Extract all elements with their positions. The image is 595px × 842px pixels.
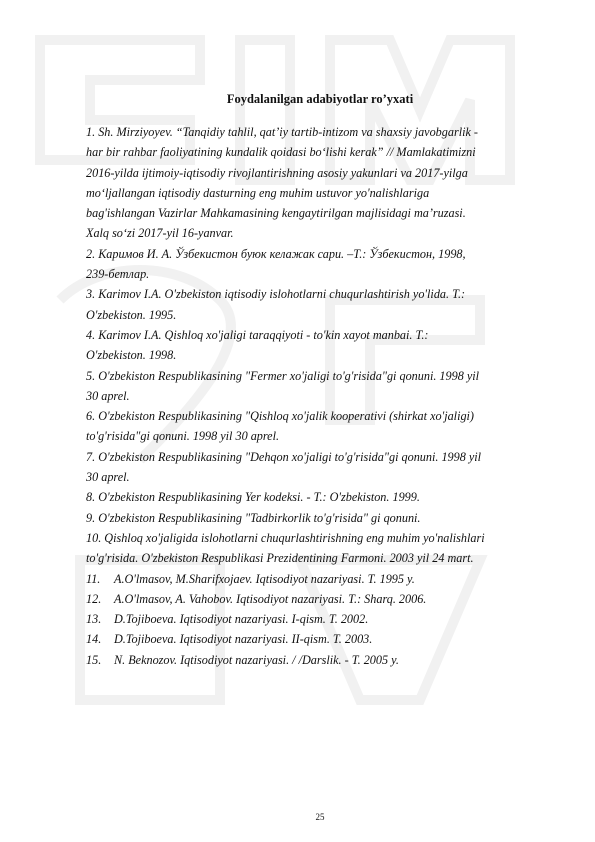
reference-line: 30 aprel. <box>86 470 130 485</box>
reference-line: 30 aprel. <box>86 388 130 403</box>
reference-line: 5. O'zbekiston Respublikasining "Fermer xo'jaligi to'g'risida"gi qonuni. 1998 yil <box>86 368 480 383</box>
reference-item <box>86 569 556 589</box>
reference-item <box>86 650 556 670</box>
reference-line: har bir rahbar faoliyatining kundalik qoidasi bo‘lishi kerak” // Mamlakatimizni <box>86 145 476 160</box>
reference-line: mo‘ljallangan iqtisodiy dasturning eng muhim ustuvor yo'nalishlariga <box>86 185 430 200</box>
reference-line: 9. O'zbekiston Respublikasining "Tadbirkorlik to'g'risida" gi qonuni. <box>86 510 421 525</box>
reference-line: 1. Sh. Mirziyoyev. “Tanqidiy tahlil, qat’iy tartib-intizom va shaxsiy javobgarlik - <box>86 125 478 139</box>
reference-number: 12. <box>86 591 102 606</box>
references-list <box>86 122 556 670</box>
reference-line: 2016-yilda ijtimoiy-iqtisodiy rivojlantirishning asosiy yakunlari va 2017-yilga <box>86 165 468 180</box>
reference-line: to'g'risida. O'zbekiston Respublikasi Prezidentining Farmoni. 2003 yil 24 mart. <box>86 551 474 566</box>
reference-number: 14. <box>86 632 102 647</box>
reference-number: 11. <box>86 571 101 586</box>
reference-line: bag'ishlangan Vazirlar Mahkamasining kengaytirilgan majlisidagi ma’ruzasi. <box>86 206 466 221</box>
reference-item <box>86 589 556 609</box>
reference-line: 239-бетлар. <box>86 267 150 282</box>
reference-line: to'g'risida"gi qonuni. 1998 yil 30 aprel. <box>86 429 280 444</box>
reference-number: 15. <box>86 652 102 667</box>
reference-line: 6. O'zbekiston Respublikasining "Qishloq xo'jalik kooperativi (shirkat xo'jaligi) <box>86 409 474 424</box>
reference-line: O'zbekiston. 1995. <box>86 307 177 322</box>
reference-line: 2. Каримов И. А. Ўзбекистон буюк келажак сари. –Т.: Ўзбекистон, 1998, <box>86 246 466 261</box>
reference-text: D.Tojiboeva. Iqtisodiyot nazariyasi. II-qism. T. 2003. <box>114 632 373 647</box>
reference-line: 8. O'zbekiston Respublikasining Yer kodeksi. - T.: O'zbekiston. 1999. <box>86 490 420 505</box>
reference-line: 10. Qishloq xo'jaligida islohotlarni chuqurlashtirishning eng muhim yo'nalishlari <box>86 530 485 545</box>
reference-line: 7. O'zbekiston Respublikasining "Dehqon xo'jaligi to'g'risida"gi qonuni. 1998 yil <box>86 449 482 464</box>
reference-text: N. Beknozov. Iqtisodiyot nazariyasi. / /Darslik. - T. 2005 y. <box>114 652 399 667</box>
reference-number: 13. <box>86 612 102 627</box>
reference-text: D.Tojiboeva. Iqtisodiyot nazariyasi. I-qism. T. 2002. <box>114 612 369 627</box>
reference-line: O'zbekiston. 1998. <box>86 348 177 363</box>
reference-line: Xalq so‘zi 2017-yil 16-yanvar. <box>86 226 234 241</box>
reference-line: 4. Karimov I.A. Qishloq xo'jaligi taraqqiyoti - to'kin xayot manbai. T.: <box>86 327 429 342</box>
reference-item <box>86 629 556 649</box>
reference-line: 3. Karimov I.A. O'zbekiston iqtisodiy islohotlarni chuqurlashtirish yo'lida. T.: <box>86 287 466 302</box>
reference-text: A.O'lmasov, M.Sharifxojaev. Iqtisodiyot nazariyasi. T. 1995 y. <box>114 571 415 586</box>
page-title: Foydalanilgan adabiyotlar ro’yxati <box>226 92 414 106</box>
reference-text: A.O'lmasov, A. Vahobov. Iqtisodiyot nazariyasi. T.: Sharq. 2006. <box>114 591 427 606</box>
page-number: 25 <box>315 812 325 822</box>
reference-item <box>86 609 556 629</box>
